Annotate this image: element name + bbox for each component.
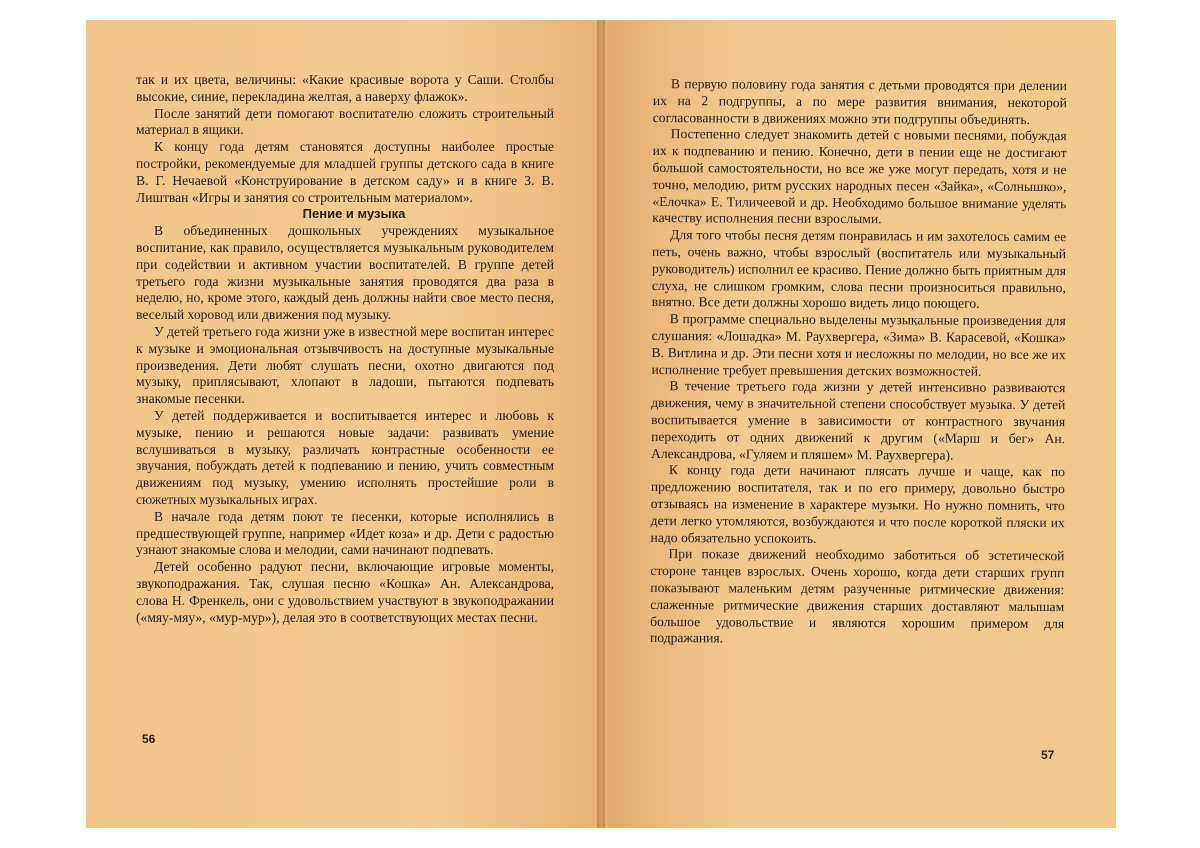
left-page-text xyxy=(136,72,554,626)
paragraph: К концу года дети начинают плясать лучше и чаще, как по предложению воспитателя, так и по его примеру, довольно быстро отзываясь на изменение в характере музыки. Но нужно помнить, что дети легко утомляются, возбуждаются и что после короткой пляски их надо обязательно успокоить. xyxy=(650,462,1065,546)
paragraph: При показе движений необходимо заботиться об эстетической стороне танцев взрослых. Очень хорошо, когда дети старших групп показывают маленьким детям разученные ритмические движения: слаженные ритмические движения старших доставляют малышам большое удовольствие и являются хорошим примером для подражания. xyxy=(650,546,1065,646)
page-number: 57 xyxy=(1041,748,1055,762)
book-spread xyxy=(86,20,1116,828)
paragraph: В первую половину года занятия с детьми проводятся при делении их на 2 подгруппы, а по мере развития внимания, некоторой согласованности в движениях можно эти подгруппы объединять. xyxy=(652,76,1067,127)
right-page xyxy=(605,20,1116,828)
paragraph: Для того чтобы песня детям понравилась и им захотелось самим ее петь, очень важно, чтобы взрослый (воспитатель или музыкальный руководитель) исполнил ее красиво. Пение должно быть приятным для слуха, не слишком громким, слова песни произноситься правильно, внятно. Все дети должны хорошо видеть лицо поющего. xyxy=(651,227,1067,312)
paragraph: К концу года детям становятся доступны наиболее простые постройки, рекомендуемые для младшей группы детского сада в книге В. Г. Нечаевой «Конструирование в детском саду» и в книге З. В. Лиштван «Игры и занятия со строительным материалом». xyxy=(136,139,554,205)
left-page xyxy=(86,20,597,828)
paragraph: Детей особенно радуют песни, включающие игровые моменты, звукоподражания. Так, слушая песню «Кошка» Ан. Александрова, слова Н. Френкель, они с удовольствием участвуют в звукоподражании («мяу-мяу», «мур-мур»), делая это в соответствующих местах песни. xyxy=(136,559,554,625)
paragraph: В объединенных дошкольных учреждениях музыкальное воспитание, как правило, осуществляется музыкальным руководителем при содействии и активном участии воспитателей. В группе детей третьего года жизни музыкальные занятия проводятся два раза в неделю, но, кроме этого, каждый день должны найти свое место песня, веселый хоровод или движения под музыку. xyxy=(136,223,554,323)
book-gutter xyxy=(597,20,605,828)
paragraph: У детей третьего года жизни уже в известной мере воспитан интерес к музыке и эмоциональная отзывчивость на доступные музыкальные произведения. Дети любят слушать песни, охотно двигаются под музыку, приплясывают, хлопают в ладоши, пытаются подпевать знакомые песенки. xyxy=(136,323,554,407)
paragraph: В начале года детям поют те песенки, которые исполнялись в предшествующей группе, например «Идет коза» и др. Дети с радостью узнают знакомые слова и мелодии, сами начинают подпевать. xyxy=(136,508,554,558)
right-page-text xyxy=(650,76,1067,649)
section-heading: Пение и музыка xyxy=(302,206,406,222)
paragraph: В течение третьего года жизни у детей интенсивно развиваются движения, чему в значительной степени способствует музыка. У детей воспитывается умение в зависимости от контрастного звучания переходить от одних движений к другим («Марш и бег» Ан. Александрова, «Гуляем и пляшем» М. Раухвергера). xyxy=(650,378,1066,463)
paragraph: Постепенно следует знакомить детей с новыми песнями, побуждая их к подпеванию и пению. Конечно, дети в пении еще не достигают большой самостоятельности, но все же уже могут передать, хотя и не точно, мелодию, ритм русских народных песен «Зайка», «Солнышко», «Елочка» Е. Тиличеевой и др. Необходимо большое внимание уделять качеству исполнения песни взрослыми. xyxy=(652,126,1067,227)
paragraph: так и их цвета, величины: «Какие красивые ворота у Саши. Столбы высокие, синие, перекладина желтая, а наверху флажок». xyxy=(136,72,554,104)
paragraph: У детей поддерживается и воспитывается интерес и любовь к музыке, пению и решаются новые задачи: развивать умение вслушиваться в музыку, различать контрастные особенности ее звучания, побуждать детей к подпеванию и пению, учить совместным движениям под музыку, умению исполнять простейшие роли в сюжетных музыкальных играх. xyxy=(136,407,554,507)
paragraph: После занятий дети помогают воспитателю сложить строительный материал в ящики. xyxy=(136,105,554,138)
paragraph: В программе специально выделены музыкальные произведения для слушания: «Лошадка» М. Раухвергера, «Зима» В. Карасевой, «Кошка» В. Витлина и др. Эти песни хотя и несложны по мелодии, но все же их исполнение требует превышения детских возможностей. xyxy=(651,311,1066,379)
page-number: 56 xyxy=(142,732,156,746)
